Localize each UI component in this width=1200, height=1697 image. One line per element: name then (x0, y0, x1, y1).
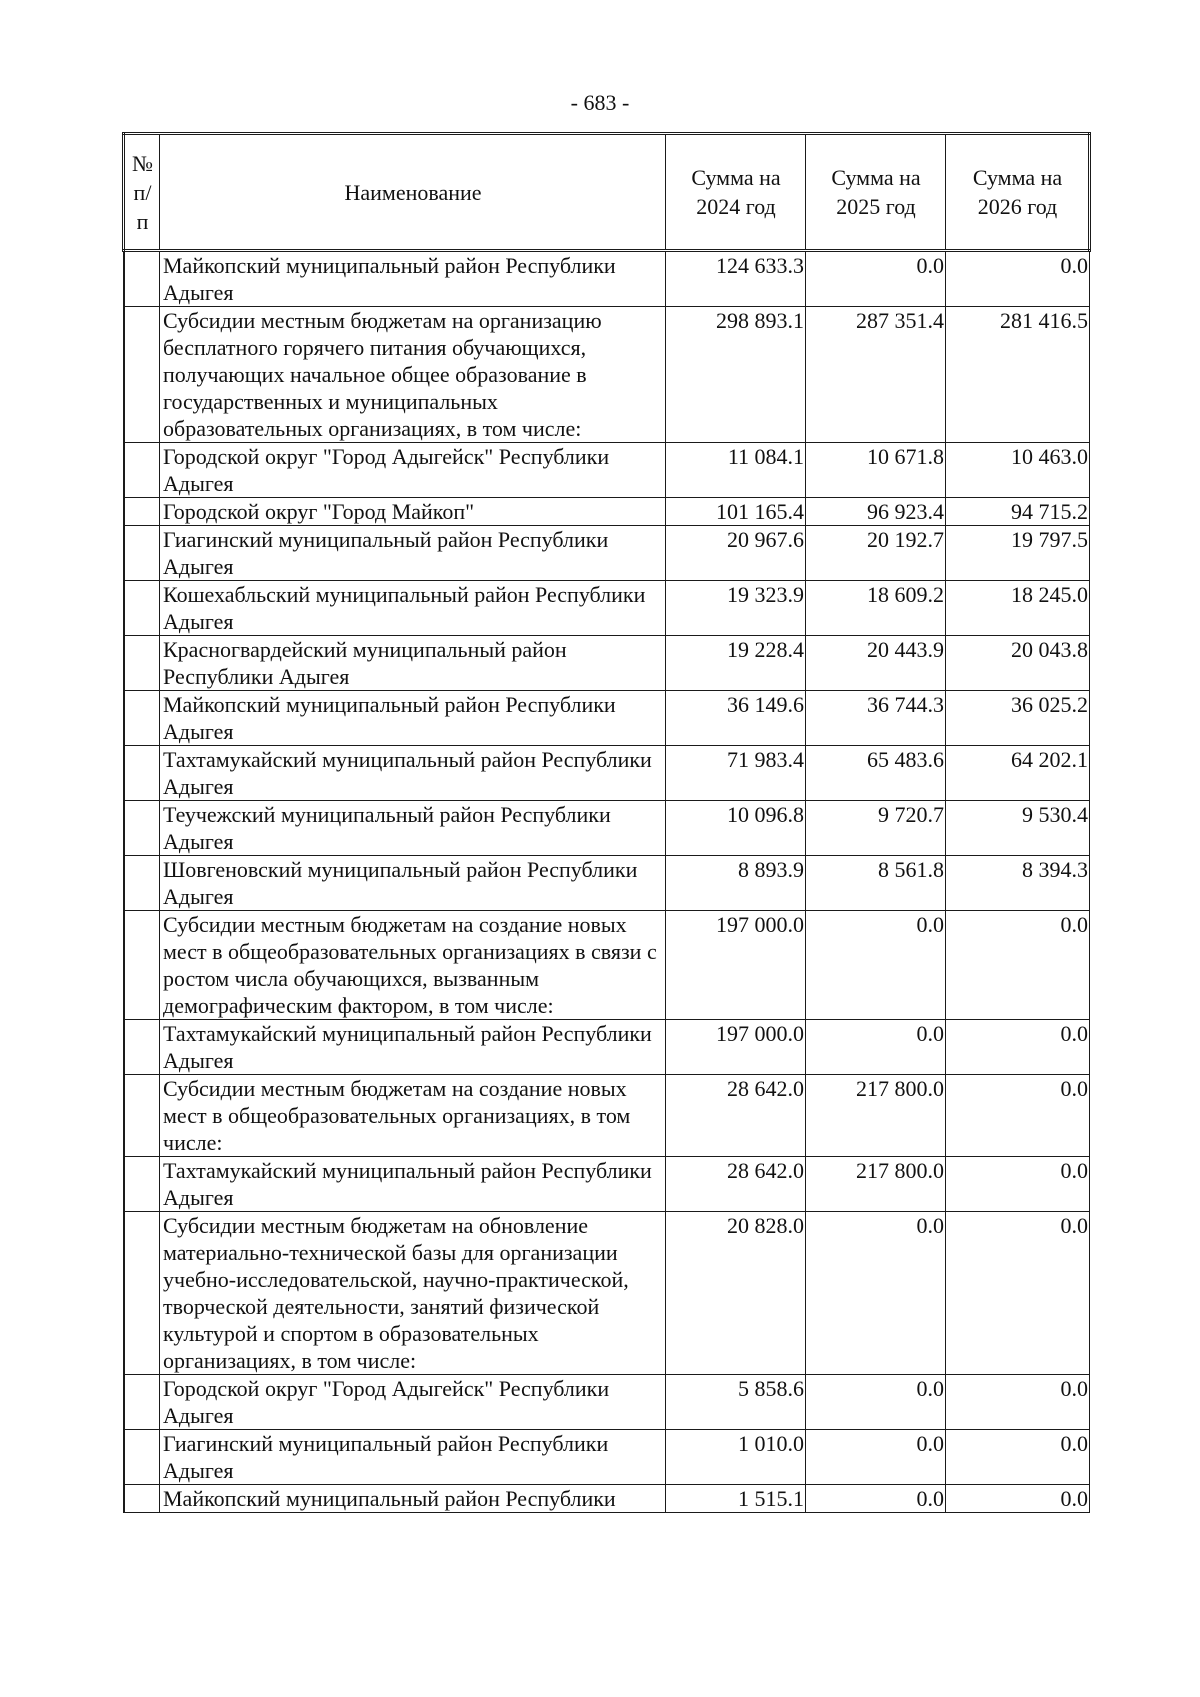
row-name: Субсидии местным бюджетам на обновление материально-технической базы для организации учебно-исследовательской, научно-практической, творческой деятельности, занятий физической культурой и спортом в образовательных организациях, в том числе: (160, 1212, 666, 1375)
header-sum-2026: Сумма на 2026 год (946, 134, 1090, 251)
row-number (124, 1157, 160, 1212)
row-number (124, 1430, 160, 1485)
row-sum-2024: 10 096.8 (666, 801, 806, 856)
row-sum-2025: 20 192.7 (806, 526, 946, 581)
row-sum-2025: 287 351.4 (806, 307, 946, 443)
row-sum-2024: 71 983.4 (666, 746, 806, 801)
row-number (124, 1375, 160, 1430)
table-row (124, 746, 1090, 801)
table-row (124, 498, 1090, 526)
row-sum-2025: 0.0 (806, 1375, 946, 1430)
row-number (124, 801, 160, 856)
row-sum-2024: 20 967.6 (666, 526, 806, 581)
row-name: Субсидии местным бюджетам на создание новых мест в общеобразовательных организациях, в том числе: (160, 1075, 666, 1157)
row-sum-2025: 0.0 (806, 1020, 946, 1075)
row-sum-2025: 217 800.0 (806, 1075, 946, 1157)
row-sum-2026: 0.0 (946, 1075, 1090, 1157)
row-name: Тахтамукайский муниципальный район Республики Адыгея (160, 1157, 666, 1212)
row-number (124, 856, 160, 911)
row-sum-2026: 8 394.3 (946, 856, 1090, 911)
row-number (124, 746, 160, 801)
row-sum-2024: 197 000.0 (666, 911, 806, 1020)
row-sum-2026: 0.0 (946, 911, 1090, 1020)
row-number (124, 498, 160, 526)
row-sum-2025: 0.0 (806, 1212, 946, 1375)
row-name: Кошехабльский муниципальный район Республики Адыгея (160, 581, 666, 636)
row-sum-2026: 10 463.0 (946, 443, 1090, 498)
row-name: Субсидии местным бюджетам на организацию бесплатного горячего питания обучающихся, получающих начальное общее образование в государственных и муниципальных образовательных организациях, в том числе: (160, 307, 666, 443)
row-number (124, 526, 160, 581)
budget-table-container (122, 132, 1088, 1513)
row-sum-2025: 0.0 (806, 251, 946, 307)
row-sum-2024: 124 633.3 (666, 251, 806, 307)
row-name: Тахтамукайский муниципальный район Республики Адыгея (160, 746, 666, 801)
row-number (124, 581, 160, 636)
table-row (124, 1157, 1090, 1212)
table-row (124, 1375, 1090, 1430)
table-row (124, 526, 1090, 581)
row-sum-2024: 1 010.0 (666, 1430, 806, 1485)
row-name: Шовгеновский муниципальный район Республики Адыгея (160, 856, 666, 911)
row-name: Гиагинский муниципальный район Республики Адыгея (160, 526, 666, 581)
row-sum-2025: 0.0 (806, 1485, 946, 1513)
row-sum-2026: 0.0 (946, 1157, 1090, 1212)
row-number (124, 911, 160, 1020)
row-sum-2025: 217 800.0 (806, 1157, 946, 1212)
row-sum-2026: 19 797.5 (946, 526, 1090, 581)
row-sum-2026: 281 416.5 (946, 307, 1090, 443)
row-sum-2026: 64 202.1 (946, 746, 1090, 801)
header-name: Наименование (160, 134, 666, 251)
row-sum-2025: 18 609.2 (806, 581, 946, 636)
header-row (124, 134, 1090, 251)
row-sum-2024: 101 165.4 (666, 498, 806, 526)
row-sum-2025: 9 720.7 (806, 801, 946, 856)
row-number (124, 636, 160, 691)
row-sum-2024: 36 149.6 (666, 691, 806, 746)
table-row (124, 1485, 1090, 1513)
table-row (124, 581, 1090, 636)
row-sum-2026: 20 043.8 (946, 636, 1090, 691)
row-sum-2024: 197 000.0 (666, 1020, 806, 1075)
table-row (124, 856, 1090, 911)
page-number: - 683 - (570, 90, 630, 115)
row-number (124, 1212, 160, 1375)
row-sum-2024: 8 893.9 (666, 856, 806, 911)
row-number (124, 307, 160, 443)
row-sum-2026: 36 025.2 (946, 691, 1090, 746)
row-sum-2024: 1 515.1 (666, 1485, 806, 1513)
row-number (124, 691, 160, 746)
row-sum-2025: 0.0 (806, 911, 946, 1020)
table-header (124, 134, 1090, 251)
row-sum-2025: 20 443.9 (806, 636, 946, 691)
table-row (124, 911, 1090, 1020)
header-number: № п/п (124, 134, 160, 251)
row-sum-2026: 0.0 (946, 1212, 1090, 1375)
row-name: Городской округ "Город Адыгейск" Республики Адыгея (160, 1375, 666, 1430)
table-row (124, 307, 1090, 443)
row-sum-2024: 28 642.0 (666, 1075, 806, 1157)
row-name: Субсидии местным бюджетам на создание новых мест в общеобразовательных организациях в связи с ростом числа обучающихся, вызванным демографическим фактором, в том числе: (160, 911, 666, 1020)
table-row (124, 251, 1090, 307)
row-sum-2024: 19 323.9 (666, 581, 806, 636)
row-sum-2025: 0.0 (806, 1430, 946, 1485)
row-sum-2025: 10 671.8 (806, 443, 946, 498)
row-sum-2024: 5 858.6 (666, 1375, 806, 1430)
row-name: Майкопский муниципальный район Республики (160, 1485, 666, 1513)
row-sum-2026: 0.0 (946, 251, 1090, 307)
row-sum-2025: 96 923.4 (806, 498, 946, 526)
row-sum-2026: 0.0 (946, 1430, 1090, 1485)
table-row (124, 801, 1090, 856)
row-name: Городской округ "Город Майкоп" (160, 498, 666, 526)
table-row (124, 1075, 1090, 1157)
row-sum-2025: 65 483.6 (806, 746, 946, 801)
header-sum-2024: Сумма на 2024 год (666, 134, 806, 251)
row-number (124, 251, 160, 307)
row-name: Майкопский муниципальный район Республики Адыгея (160, 691, 666, 746)
table-row (124, 1020, 1090, 1075)
row-sum-2026: 0.0 (946, 1375, 1090, 1430)
header-sum-2025: Сумма на 2025 год (806, 134, 946, 251)
table-row (124, 636, 1090, 691)
row-name: Городской округ "Город Адыгейск" Республики Адыгея (160, 443, 666, 498)
table-body (124, 251, 1090, 1513)
row-sum-2024: 28 642.0 (666, 1157, 806, 1212)
row-sum-2024: 19 228.4 (666, 636, 806, 691)
table-row (124, 691, 1090, 746)
table-row (124, 443, 1090, 498)
row-sum-2026: 94 715.2 (946, 498, 1090, 526)
table-row (124, 1430, 1090, 1485)
row-number (124, 443, 160, 498)
row-sum-2024: 20 828.0 (666, 1212, 806, 1375)
row-name: Теучежский муниципальный район Республики Адыгея (160, 801, 666, 856)
row-number (124, 1020, 160, 1075)
row-name: Тахтамукайский муниципальный район Республики Адыгея (160, 1020, 666, 1075)
row-number (124, 1075, 160, 1157)
row-name: Красногвардейский муниципальный район Республики Адыгея (160, 636, 666, 691)
row-sum-2025: 8 561.8 (806, 856, 946, 911)
table-row (124, 1212, 1090, 1375)
row-name: Майкопский муниципальный район Республики Адыгея (160, 251, 666, 307)
budget-table (122, 132, 1091, 1513)
row-sum-2024: 298 893.1 (666, 307, 806, 443)
row-sum-2026: 9 530.4 (946, 801, 1090, 856)
row-sum-2026: 0.0 (946, 1020, 1090, 1075)
row-sum-2026: 0.0 (946, 1485, 1090, 1513)
row-sum-2026: 18 245.0 (946, 581, 1090, 636)
row-name: Гиагинский муниципальный район Республики Адыгея (160, 1430, 666, 1485)
row-sum-2024: 11 084.1 (666, 443, 806, 498)
row-sum-2025: 36 744.3 (806, 691, 946, 746)
row-number (124, 1485, 160, 1513)
